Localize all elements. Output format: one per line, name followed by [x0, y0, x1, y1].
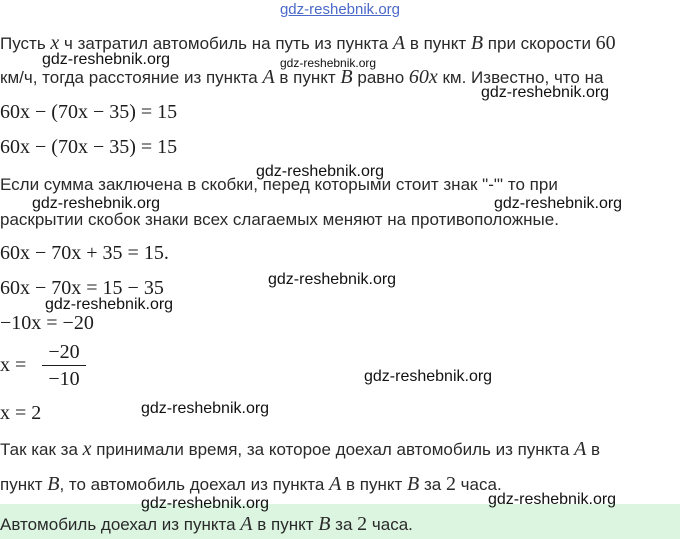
text: в [586, 440, 601, 459]
watermark: gdz-reshebnik.org [268, 271, 397, 288]
math-var: A [574, 438, 587, 460]
watermark: gdz-reshebnik.org [45, 296, 174, 313]
watermark: gdz-reshebnik.org [481, 84, 610, 101]
math-var: A [392, 32, 406, 54]
answer-text [0, 513, 413, 536]
text: за [330, 515, 358, 534]
watermark: gdz-reshebnik.org [280, 56, 377, 70]
equation-7: x = 2 [0, 402, 42, 424]
text: в пункт [252, 515, 319, 534]
text: ч затратил автомобиль на путь из пункта [59, 34, 393, 53]
site-title-link[interactable]: gdz-reshebnik.org [279, 1, 401, 18]
math-num: 2 [445, 473, 456, 495]
text: принимали время, за которое доехал автомобиль из пункта [91, 440, 575, 459]
text: равно [352, 68, 409, 87]
math-var: B [318, 513, 331, 535]
text: при скорости [483, 34, 596, 53]
equation-3: 60x − 70x + 35 = 15. [0, 242, 169, 264]
math-var: A [329, 473, 342, 495]
text: Автомобиль доехал из пункта [0, 515, 241, 534]
math-var: A [262, 66, 275, 88]
equation-2: 60x − (70x − 35) = 15 [0, 136, 178, 158]
watermark: gdz-reshebnik.org [488, 491, 617, 508]
conclusion-line-2 [0, 473, 502, 496]
fraction-lhs: x = [0, 354, 27, 376]
text: пункт [0, 475, 48, 494]
text: Так как за [0, 440, 83, 459]
text: часа. [367, 515, 413, 534]
fraction [42, 341, 86, 390]
watermark: gdz-reshebnik.org [256, 163, 385, 180]
watermark: gdz-reshebnik.org [494, 195, 623, 212]
equation-1: 60x − (70x − 35) = 15 [0, 101, 178, 123]
denominator: −10 [48, 368, 80, 390]
numerator: −20 [48, 341, 80, 363]
text: Пусть [0, 34, 51, 53]
text: в пункт [405, 34, 471, 53]
watermark: gdz-reshebnik.org [141, 495, 270, 512]
math-expr: 60x [408, 66, 438, 88]
rule-line-2: раскрытии скобок знаки всех слагаемых меняют на противоположные. [0, 210, 559, 229]
text: в пункт [341, 475, 408, 494]
equation-4: 60x − 70x = 15 − 35 [0, 277, 164, 299]
equation-5: −10x = −20 [0, 312, 94, 334]
math-var: B [470, 32, 484, 54]
math-var: x [50, 32, 60, 54]
math-var: B [407, 473, 420, 495]
math-var: B [47, 473, 60, 495]
rule-line-1: Если сумма заключена в скобки, перед которыми стоит знак "-"' то при [0, 175, 558, 194]
watermark: gdz-reshebnik.org [42, 51, 171, 68]
fraction-bar [42, 365, 86, 366]
math-num: 2 [357, 513, 368, 535]
answer-box [0, 504, 680, 539]
text: в пункт [274, 68, 341, 87]
math-var: A [240, 513, 253, 535]
conclusion-line-1 [0, 438, 600, 461]
math-var: B [340, 66, 353, 88]
watermark: gdz-reshebnik.org [364, 368, 493, 385]
text: часа. [455, 475, 502, 494]
math-num: 60 [595, 32, 616, 54]
text: , то автомобиль доехал из пункта [59, 475, 330, 494]
watermark: gdz-reshebnik.org [141, 400, 270, 417]
math-var: x [82, 438, 92, 460]
watermark: gdz-reshebnik.org [32, 195, 161, 212]
text: км. Известно, что на [437, 68, 604, 87]
text: км/ч, тогда расстояние из пункта [0, 68, 263, 87]
text: за [419, 475, 446, 494]
